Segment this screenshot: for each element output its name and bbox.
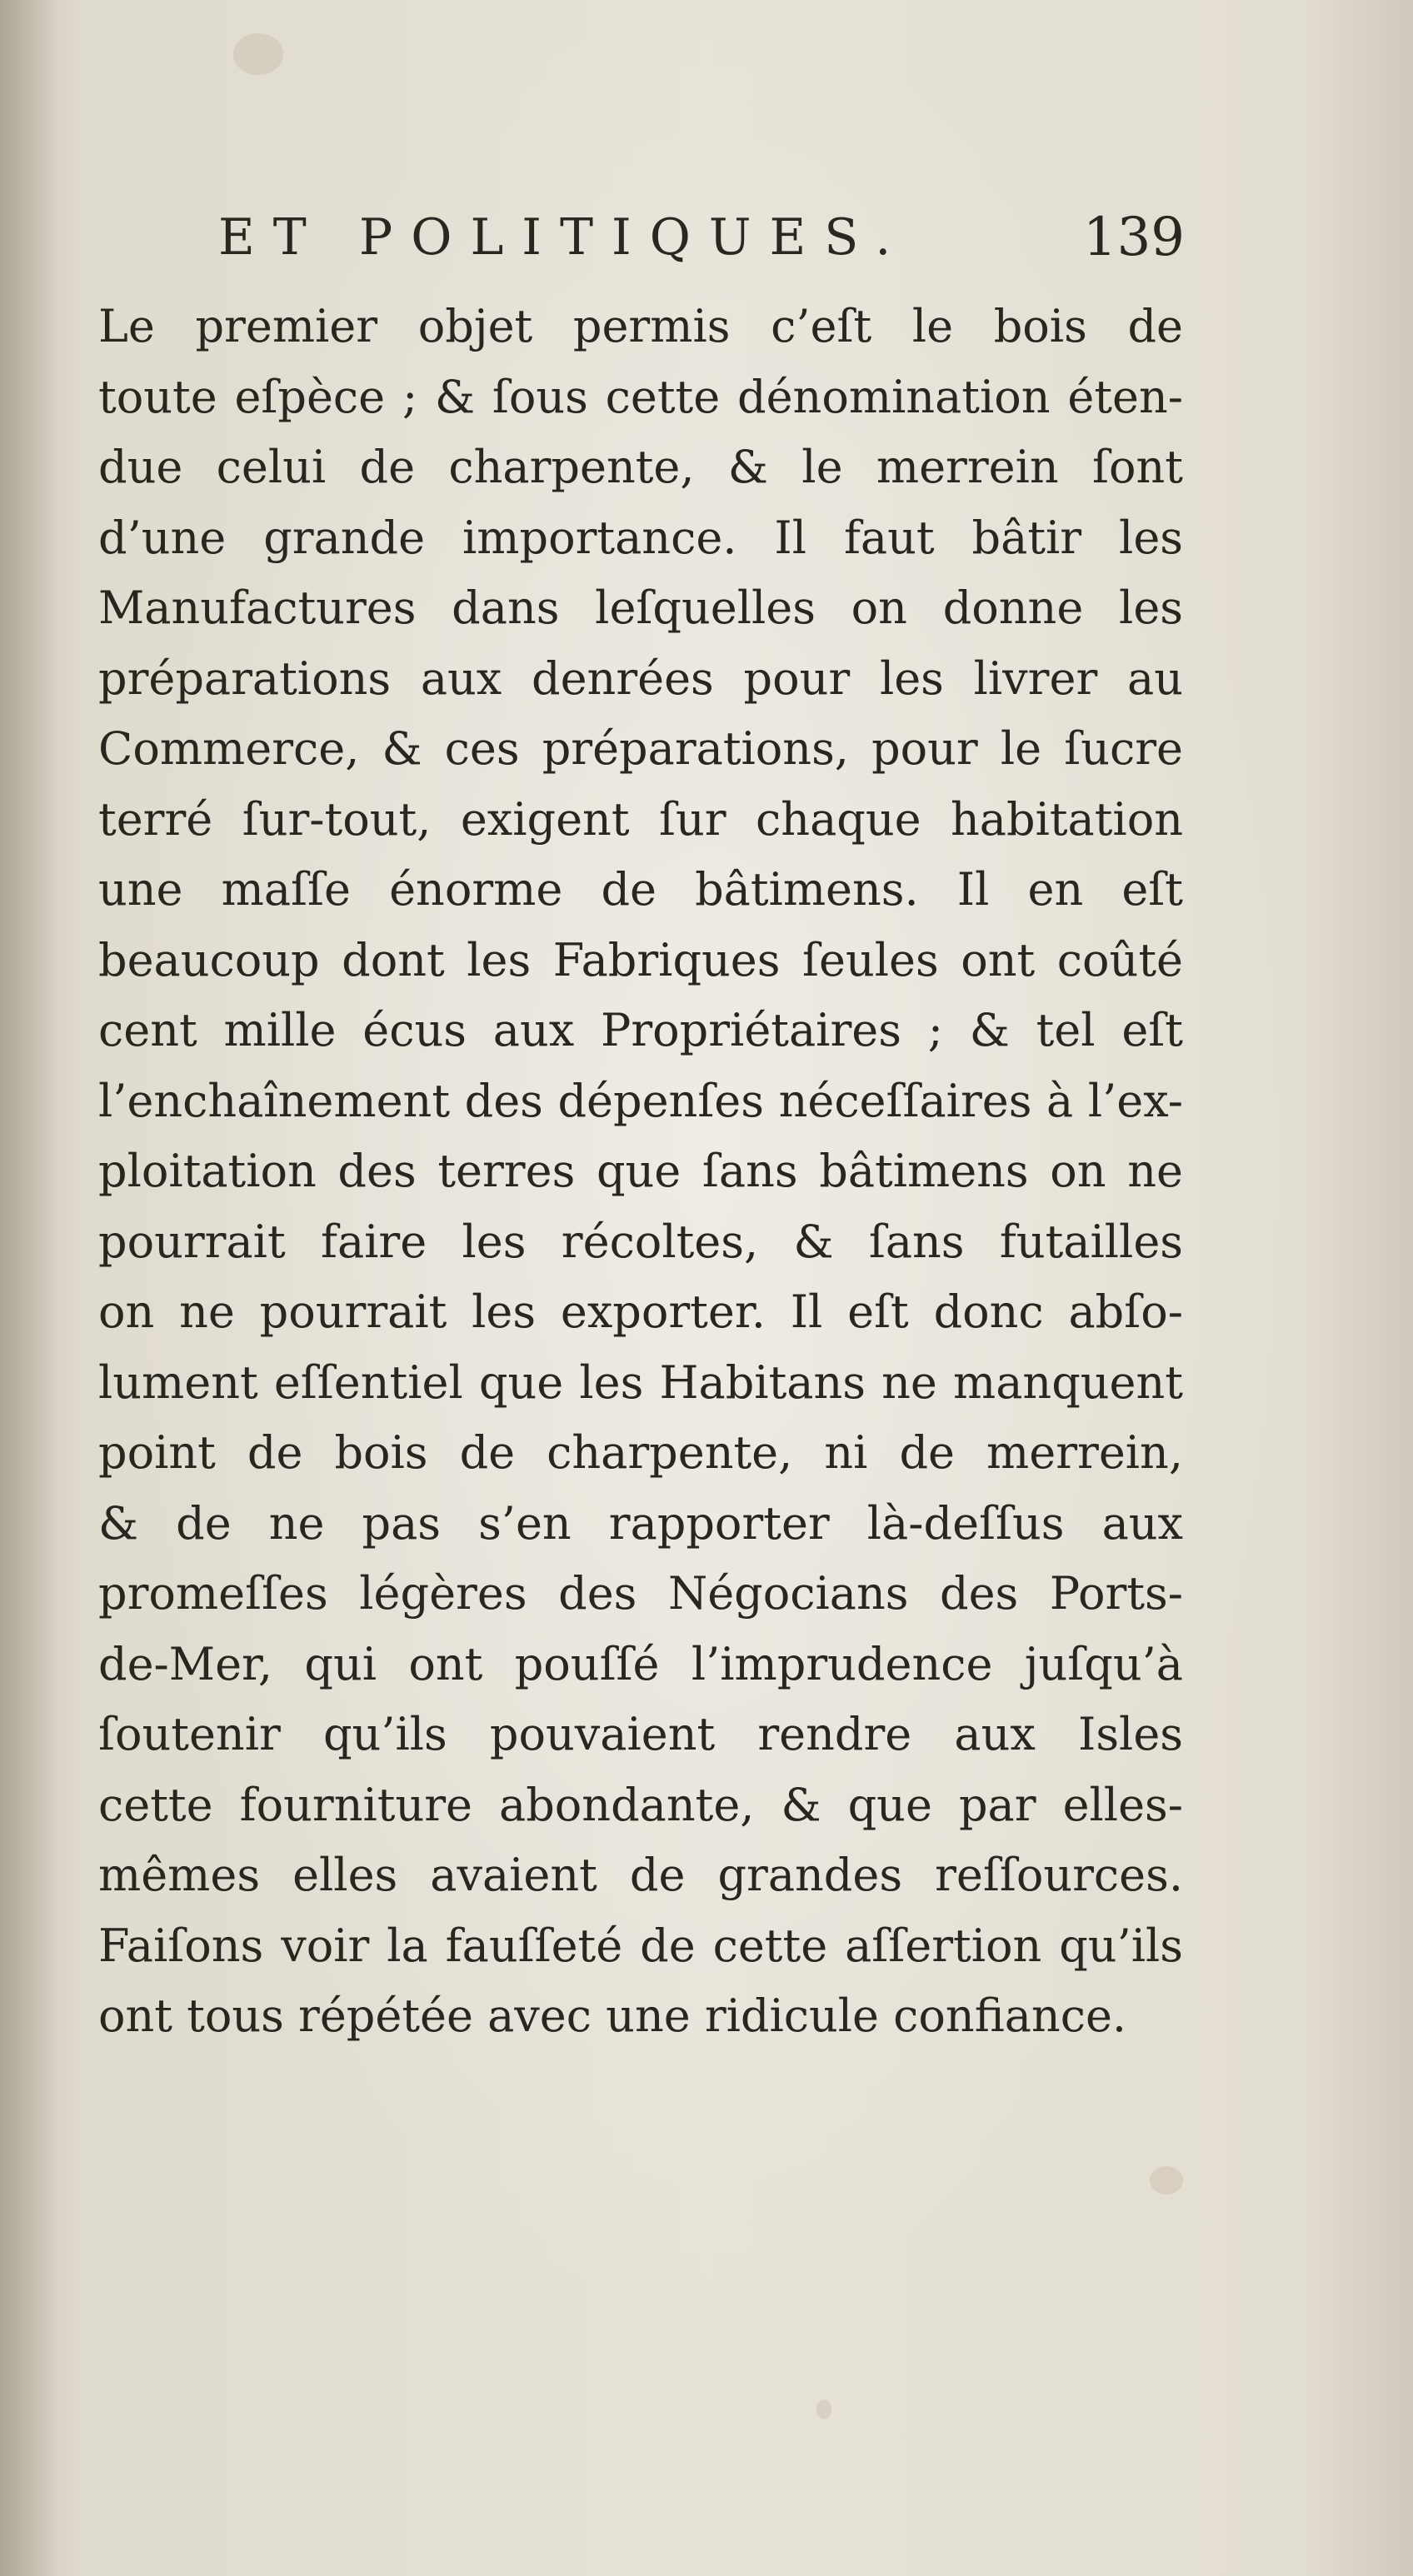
text-line: point de bois de charpente, ni de merrein, [98,1426,1183,1479]
text-line: ont tous répétée avec une ridicule confiance. [98,1989,1127,2042]
text-line: toute eſpèce ; & ſous cette dénomination éten- [98,370,1183,423]
running-title: ET POLITIQUES. [218,208,910,267]
text-line: beaucoup dont les Fabriques ſeules ont coûté [98,933,1183,986]
text-line: promeſſes légères des Négocians des Ports- [98,1567,1183,1620]
spine-shadow [0,0,58,2576]
page-number: 139 [1082,207,1185,268]
text-line: cent mille écus aux Propriétaires ; & tel eſt [98,1004,1183,1056]
text-line: Le premier objet permis c’eſt le bois de [98,300,1183,352]
foxing-stain [1150,2166,1183,2194]
running-head [218,200,1185,275]
text-line: due celui de charpente, & le merrein ſont [98,441,1183,493]
foxing-stain [233,33,283,75]
text-line: on ne pourrait les exporter. Il eſt donc abſo- [98,1286,1183,1338]
text-line: cette fourniture abondante, & que par elles- [98,1778,1183,1831]
text-line: & de ne pas s’en rapporter là-deſſus aux [98,1496,1183,1550]
text-line: pourrait faire les récoltes, & ſans futailles [98,1215,1183,1268]
foxing-stain [816,2399,831,2419]
text-line: de-Mer, qui ont pouſſé l’imprudence juſqu’à [98,1637,1183,1690]
text-line: Commerce, & ces préparations, pour le ſucre [98,722,1183,775]
text-line: mêmes elles avaient de grandes reſſources. [98,1849,1183,1901]
text-line: préparations aux denrées pour les livrer au [98,651,1183,705]
text-line: l’enchaînement des dépenſes néceſſaires à l’ex- [98,1074,1183,1127]
text-line: Faiſons voir la fauſſeté de cette aſſertion qu’ils [98,1919,1183,1972]
body-text [98,292,1183,2052]
text-line: une maſſe énorme de bâtimens. Il en eſt [98,863,1183,916]
text-line: terré ſur-tout, exigent ſur chaque habitation [98,792,1183,846]
text-line: ſoutenir qu’ils pouvaient rendre aux Isles [98,1708,1183,1760]
text-line: Manufactures dans leſquelles on donne les [98,582,1183,634]
text-line: ploitation des terres que ſans bâtimens on ne [98,1145,1183,1197]
text-line: lument eſſentiel que les Habitans ne manquent [98,1355,1183,1409]
text-line: d’une grande importance. Il faut bâtir les [98,511,1183,564]
